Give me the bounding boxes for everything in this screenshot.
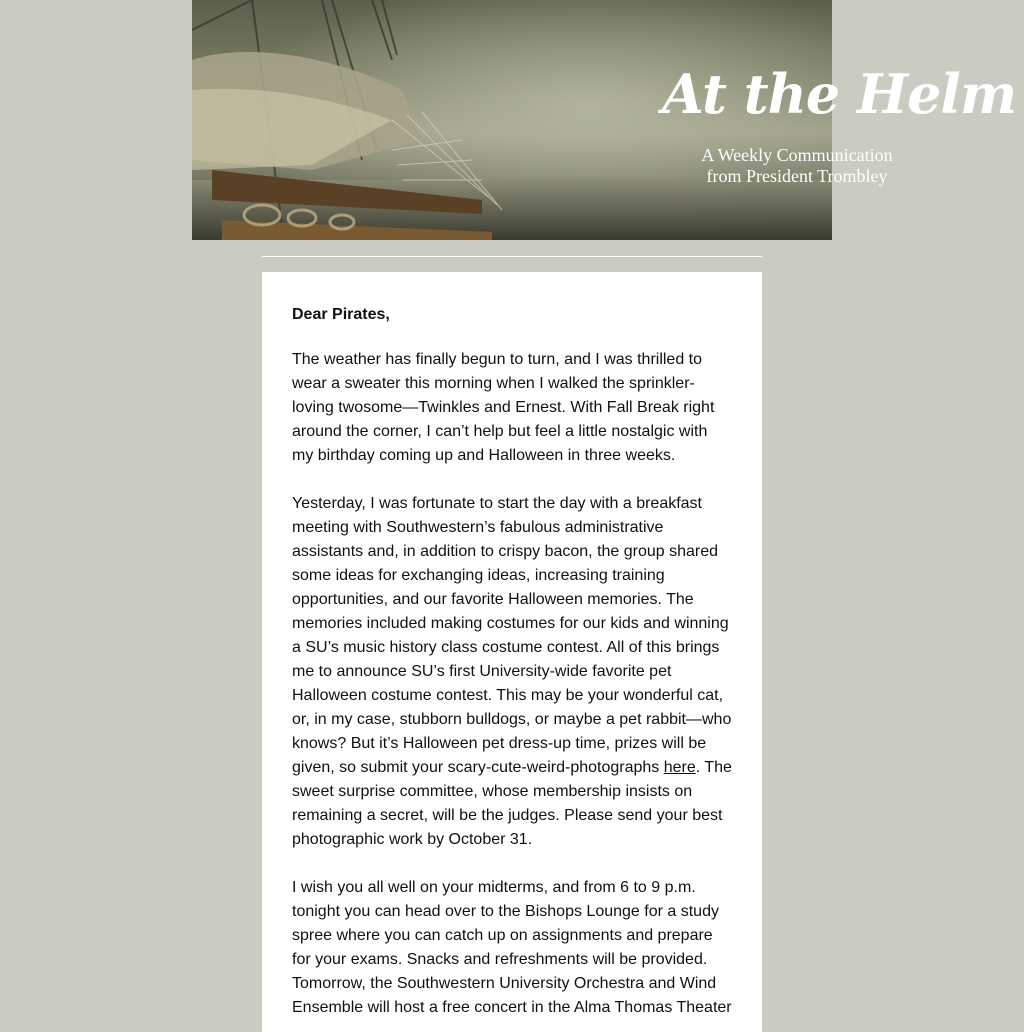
header-divider xyxy=(262,256,762,257)
submit-photographs-link[interactable]: here xyxy=(663,759,696,776)
letter-greeting: Dear Pirates, xyxy=(292,306,390,323)
subtitle-line-2: from President Trombley xyxy=(706,166,888,186)
subtitle-line-1: A Weekly Communication xyxy=(701,145,893,165)
letter-body xyxy=(262,272,762,1032)
letter-paragraph-3: I wish you all well on your midterms, and from 6 to 9 p.m. tonight you can head over to the Bishops Lounge for a study spree where you can catch up on assignments and prepare for your exams. Snacks and refreshments will be provided. Tomorrow, the Southwestern University Orchestra and Wind Ensemble will host a free concert in the Alma Thomas Theater xyxy=(292,879,732,1016)
newsletter-subtitle xyxy=(662,145,932,187)
letter-paragraph-1: The weather has finally begun to turn, and I was thrilled to wear a sweater this morning when I walked the sprinkler-loving twosome—Twinkles and Ernest. With Fall Break right around the corner, I can’t help but feel a little nostalgic with my birthday coming up and Halloween in three weeks. xyxy=(292,351,715,464)
letter-paragraph-2 xyxy=(292,492,732,852)
paragraph-2-text-end: . The sweet surprise committee, whose membership insists on remaining a secret, will be the judges. Please send your best photographic work by October 31. xyxy=(292,759,732,848)
header-banner xyxy=(192,0,1017,240)
paragraph-2-text-start: Yesterday, I was fortunate to start the day with a breakfast meeting with Southwestern’s fabulous administrative assistants and, in addition to crispy bacon, the group shared some ideas for exchanging ideas, increasing training opportunities, and our favorite Halloween memories. The memories included making costumes for our kids and winning a SU’s music history class costume contest. All of this brings me to announce SU’s first University-wide favorite pet Halloween costume contest. This may be your wonderful cat, or, in my case, stubborn bulldogs, or maybe a pet rabbit—who knows? But it’s Halloween pet dress-up time, prizes will be given, so submit your scary-cute-weird-photographs xyxy=(292,495,732,776)
newsletter-title: At the Helm xyxy=(662,62,1017,126)
